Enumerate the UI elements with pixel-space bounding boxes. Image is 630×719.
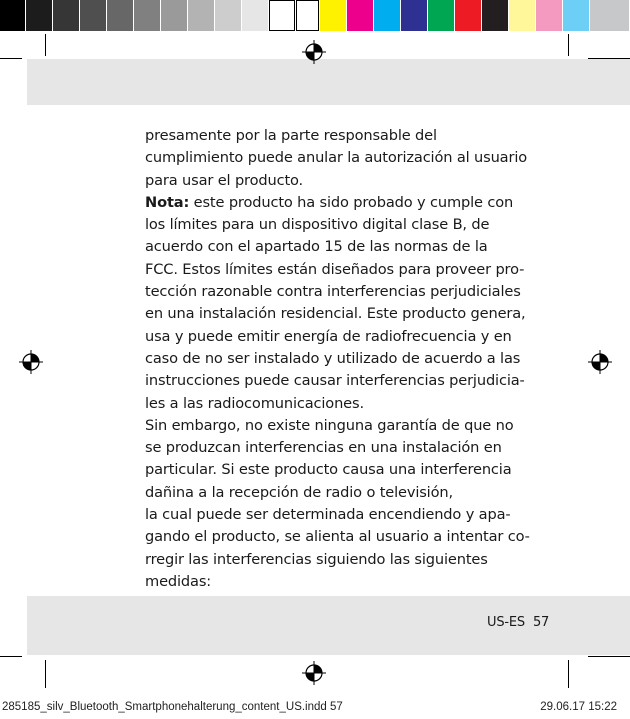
crop-mark [45,660,46,688]
color-swatch [347,0,373,31]
text-line [145,348,520,370]
text-line [145,125,520,147]
text-line-content: cumplimiento puede anular la autorización al usuario [145,149,527,167]
color-swatch [26,0,52,31]
text-line-content: presamente por la parte responsable del [145,127,437,144]
color-swatch [296,0,319,31]
body-text [145,125,530,593]
color-swatch [590,0,629,31]
registration-mark-icon [588,350,612,374]
color-swatch [134,0,160,31]
text-line-content: usa y puede emitir energía de radiofrecuencia y en [145,327,512,345]
color-swatch [215,0,241,31]
registration-mark-icon [302,661,326,685]
crop-mark [568,34,569,56]
text-line-content: medidas: [145,572,212,590]
crop-mark [45,34,46,56]
color-swatch [80,0,106,31]
color-swatch [482,0,508,31]
text-line-content: la cual puede ser determinada encendiendo y apa- [145,506,511,524]
text-line [145,526,530,548]
crop-mark [588,656,630,657]
text-line-content: particular. Si este producto causa una interferencia [145,461,512,479]
text-line [145,459,520,481]
text-line-content: tección razonable contra interferencias perjudiciales [145,283,521,301]
color-swatch [536,0,562,31]
text-line-content: caso de no ser instalado y utilizado de acuerdo a las [145,349,521,367]
text-line-content: se produzcan interferencias en una instalación en [145,439,502,457]
text-line-content: acuerdo con el apartado 15 de las normas de la [145,238,488,256]
color-swatch [0,0,25,31]
text-line [145,326,520,348]
color-swatch [401,0,427,31]
text-line-content: este producto ha sido probado y cumple con [189,193,514,211]
text-line [145,192,520,214]
registration-mark-icon [302,40,326,64]
crop-mark [0,656,22,657]
text-line [145,549,520,571]
text-line [145,370,525,392]
text-line [145,259,525,281]
color-swatch [320,0,346,31]
page-number [487,615,549,630]
text-line [145,170,520,192]
text-line-content: FCC. Estos límites están diseñados para proveer pro- [145,260,525,278]
color-swatch [188,0,214,31]
color-swatch [269,0,295,31]
text-line-content: los límites para un dispositivo digital clase B, de [145,216,490,234]
note-label: Nota: [145,193,190,211]
color-swatch [374,0,400,31]
crop-mark [588,58,630,59]
registration-mark-icon [19,350,43,374]
color-swatch [242,0,268,31]
text-line [145,393,520,415]
text-line [145,504,520,526]
text-line [145,482,520,504]
color-swatch [455,0,481,31]
color-swatch [161,0,187,31]
text-line-content: para usar el producto. [145,171,304,189]
text-line-content: Sin embargo, no existe ninguna garantía de que no [145,416,514,434]
color-swatch [107,0,133,31]
top-gray-band [27,59,630,105]
page-language-label: US-ES [487,615,525,630]
text-line [145,214,520,236]
page-number-value: 57 [532,615,550,630]
footer-filename: 285185_silv_Bluetooth_Smartphonehalterung_content_US.indd 57 [2,701,343,713]
text-line-content: les a las radiocomunicaciones. [145,394,364,412]
color-swatch [563,0,589,31]
color-swatch [428,0,454,31]
text-line [145,571,520,593]
crop-mark [0,58,22,59]
text-line [145,236,520,258]
text-line [145,303,526,325]
text-line-content: rregir las interferencias siguiendo las siguientes [145,550,488,568]
text-line [145,437,520,459]
text-line [145,415,520,437]
crop-mark [568,660,569,688]
color-swatch [509,0,535,31]
text-line [145,281,520,303]
color-swatch [53,0,79,31]
text-line-content: dañina a la recepción de radio o televisión, [145,483,453,501]
text-line-content: en una instalación residencial. Este producto genera, [145,305,526,323]
footer-date: 29.06.17 15:22 [540,701,617,713]
text-line [145,147,527,169]
text-line-content: gando el producto, se alienta al usuario a intentar co- [145,528,530,546]
color-calibration-bar [0,0,630,31]
text-line-content: instrucciones puede causar interferencias perjudicia- [145,372,525,390]
